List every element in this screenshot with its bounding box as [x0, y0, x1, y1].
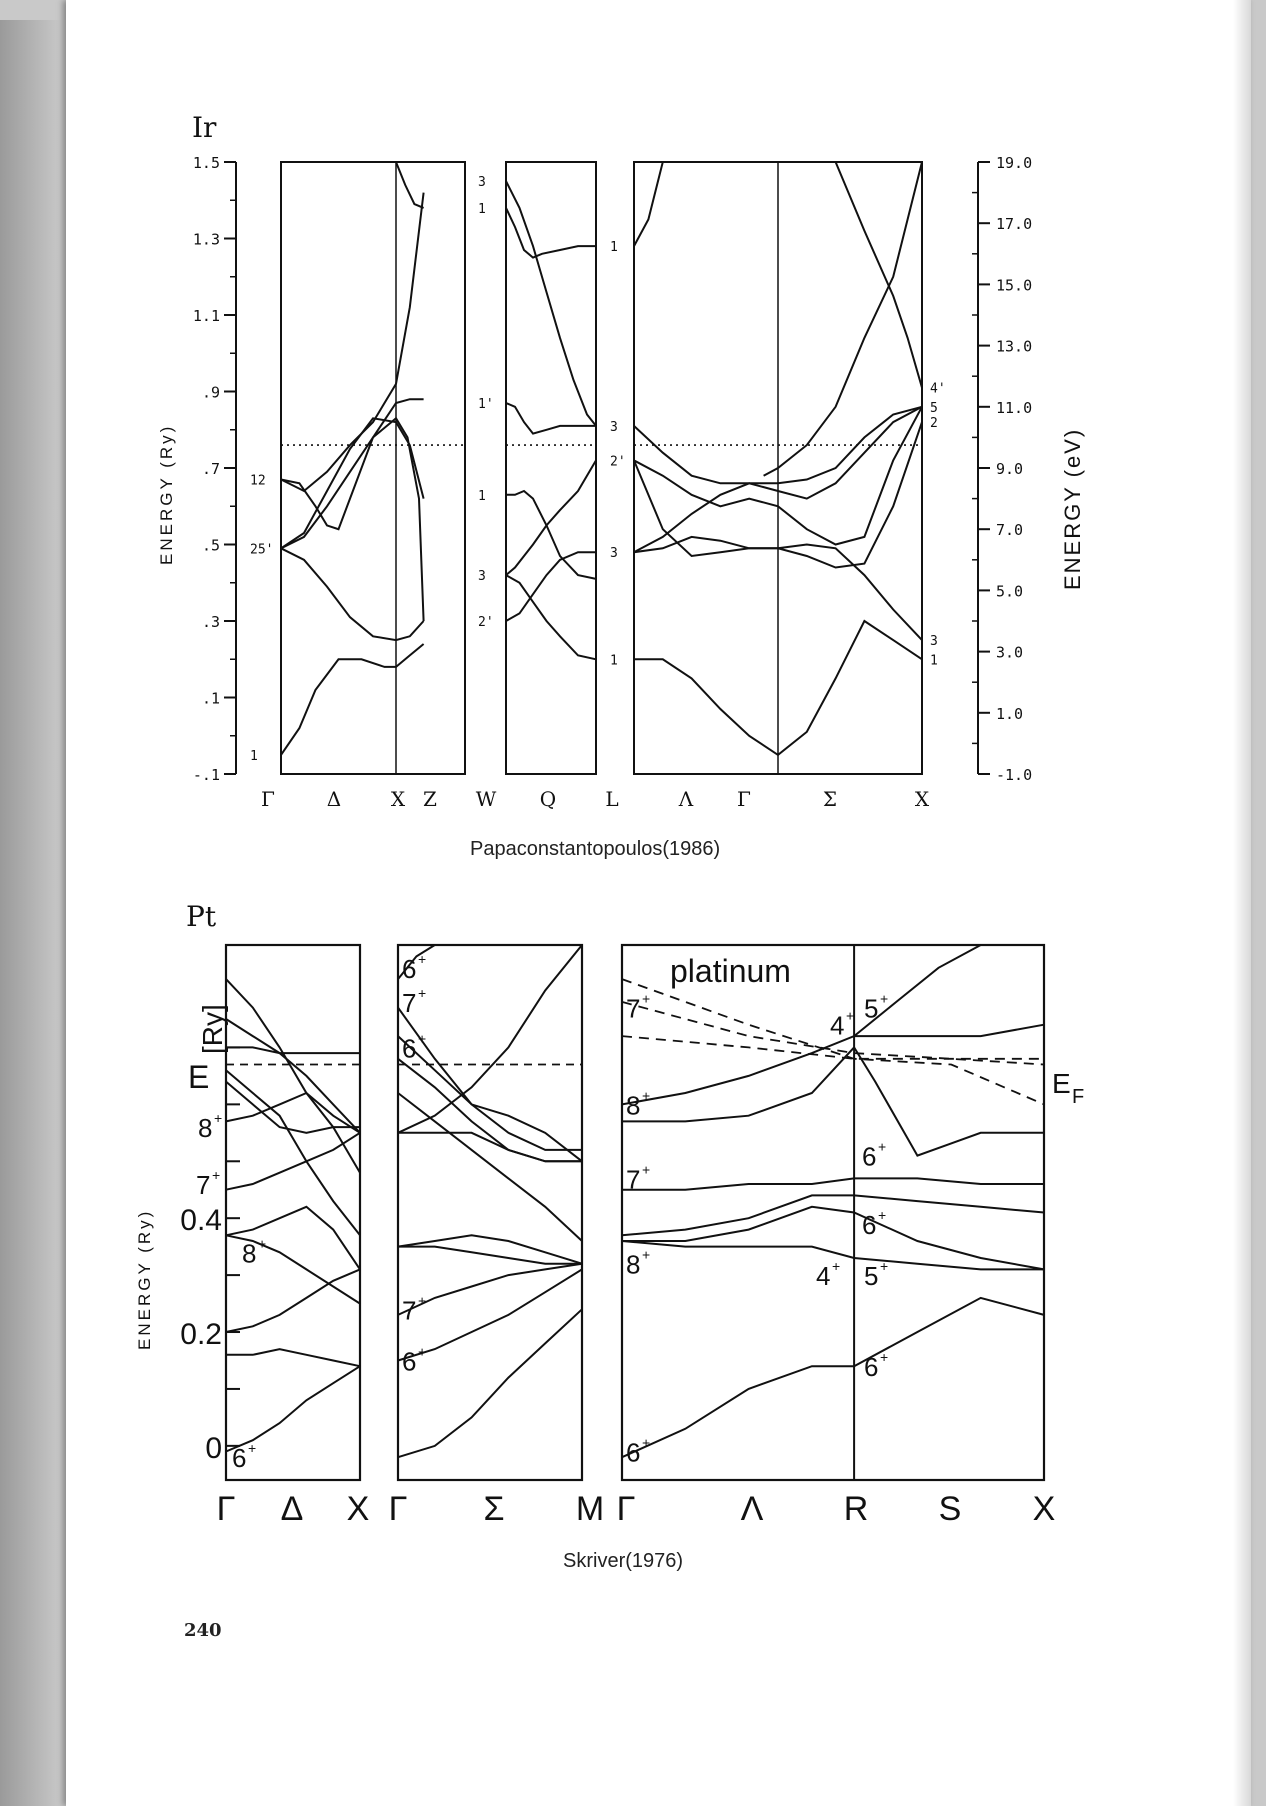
- pt-k-label: M: [575, 1490, 605, 1528]
- pt-symmetry-label-sign: +: [880, 1349, 889, 1366]
- ir-yaxis-left: [193, 154, 236, 784]
- pt-k-label: S: [938, 1490, 962, 1528]
- pt-k-label: Λ: [740, 1490, 764, 1528]
- pt-band-line: [622, 1195, 1044, 1235]
- ir-k-label: Γ: [737, 787, 751, 811]
- pt-band-line: [398, 1133, 582, 1162]
- pt-band-structure-chart: [0, 870, 1266, 1530]
- pt-symmetry-label: 6: [402, 1033, 417, 1064]
- ir-ytick-label-right: 17.0: [996, 215, 1033, 234]
- pt-k-labels: [217, 1490, 1056, 1528]
- ir-symmetry-label: 2: [930, 416, 938, 432]
- ir-ytick-label-left: 1.5: [192, 154, 220, 172]
- ir-symmetry-label: 1: [478, 488, 486, 504]
- pt-symmetry-label-sign: +: [878, 1206, 887, 1223]
- ir-k-label: W: [475, 787, 497, 811]
- pt-platinum-label: platinum: [670, 953, 791, 989]
- ir-ylabel-left: ENERGY (Ry): [157, 423, 176, 565]
- page-number: 240: [184, 1620, 222, 1641]
- ir-band-line: [396, 162, 424, 208]
- pt-symmetry-label: 5: [864, 1261, 879, 1292]
- ir-band-line: [281, 418, 424, 621]
- ir-ytick-label-right: 15.0: [996, 276, 1033, 295]
- ir-ytick-label-right: 13.0: [996, 337, 1033, 356]
- pt-title: Pt: [186, 900, 217, 933]
- pt-symmetry-label-sign: +: [642, 1161, 651, 1178]
- ir-symmetry-label: 3: [610, 546, 618, 562]
- ir-symmetry-label: 3: [610, 419, 618, 435]
- pt-dashed-bands: [622, 979, 1044, 1104]
- pt-symmetry-label: 4: [816, 1261, 831, 1292]
- ir-symmetry-label: 5: [930, 400, 938, 416]
- ir-band-line: [506, 403, 596, 434]
- pt-symmetry-label-sign: +: [880, 990, 889, 1007]
- pt-fermi-subscript: F: [1072, 1086, 1085, 1108]
- pt-caption: Skriver(1976): [563, 1550, 684, 1572]
- ir-symmetry-label: 1': [478, 396, 494, 412]
- ir-symmetry-label: 3: [478, 175, 486, 191]
- ir-yaxis-right: [972, 154, 1032, 784]
- ir-band-line: [506, 575, 596, 659]
- pt-ytick-label: 0.2: [180, 1318, 222, 1352]
- ir-ytick-label-right: 11.0: [996, 398, 1033, 417]
- ir-k-label: Γ: [261, 787, 275, 811]
- ir-bands: [281, 162, 922, 755]
- pt-symmetry-label-sign: +: [642, 1087, 651, 1104]
- pt-band-line: [398, 1093, 582, 1241]
- pt-k-label: Γ: [616, 1490, 636, 1528]
- ir-panel-frame: [506, 162, 596, 774]
- pt-symmetry-label-sign: +: [418, 1343, 427, 1360]
- ir-ytick-label-right: 3.0: [996, 643, 1024, 662]
- pt-fermi-e: E: [1052, 1068, 1071, 1099]
- pt-symmetry-label-sign: +: [878, 1138, 887, 1155]
- pt-dashed-band-line: [622, 979, 1044, 1104]
- pt-band-line: [226, 1070, 360, 1235]
- ir-ytick-label-right: 9.0: [996, 460, 1024, 478]
- pt-band-line: [398, 1309, 582, 1457]
- ir-ytick-label-left: -.1: [192, 766, 220, 784]
- ir-symmetry-label: 1: [930, 653, 938, 669]
- ir-symmetry-label: 1: [610, 653, 618, 669]
- pt-symmetry-label: 5: [864, 993, 879, 1024]
- pt-symmetry-labels: [196, 951, 888, 1473]
- ir-ytick-label-right: -1.0: [996, 766, 1033, 784]
- ir-ytick-label-left: .1: [201, 689, 220, 708]
- pt-band-line: [622, 1047, 1044, 1155]
- pt-symmetry-label-sign: +: [642, 1246, 651, 1263]
- pt-ytick-label: 0: [205, 1431, 222, 1465]
- ir-band-line: [764, 162, 922, 476]
- ir-ytick-label-left: .9: [201, 383, 220, 402]
- ir-band-line: [506, 491, 596, 579]
- pt-symmetry-label: 6: [402, 953, 417, 984]
- ir-ylabel-right: ENERGY (eV): [1060, 427, 1085, 590]
- ir-k-label: Δ: [326, 787, 342, 811]
- pt-ylabel: ENERGY (Ry): [135, 1208, 154, 1350]
- ir-k-label: Z: [423, 787, 437, 811]
- ir-k-label: L: [605, 787, 619, 811]
- ir-band-structure-chart: [0, 0, 1266, 830]
- pt-k-label: X: [346, 1490, 370, 1528]
- pt-k-label: Σ: [483, 1490, 505, 1528]
- pt-symmetry-label: 6: [862, 1209, 877, 1240]
- pt-symmetry-label-sign: +: [832, 1258, 841, 1275]
- pt-k-label: X: [1032, 1490, 1056, 1528]
- ir-ytick-label-right: 7.0: [996, 521, 1024, 540]
- ir-band-line: [281, 399, 424, 529]
- pt-k-label: Δ: [280, 1490, 304, 1528]
- pt-band-line: [622, 1298, 1044, 1457]
- ir-title: Ir: [192, 111, 217, 144]
- ir-symmetry-label: 1: [478, 201, 486, 217]
- pt-symmetry-label: 7: [626, 1164, 641, 1195]
- pt-band-line: [226, 1349, 360, 1366]
- ir-band-line: [281, 644, 424, 755]
- pt-symmetry-label-sign: +: [846, 1007, 855, 1024]
- ir-symmetry-label: 3: [478, 569, 486, 585]
- pt-symmetry-label: 7: [626, 993, 641, 1024]
- pt-band-line: [226, 1019, 360, 1133]
- ir-panel-frame: [281, 162, 465, 774]
- pt-symmetry-label-sign: +: [418, 1030, 427, 1047]
- ir-symmetry-label: 3: [930, 634, 938, 650]
- pt-symmetry-label-sign: +: [642, 990, 651, 1007]
- pt-symmetry-label: 7: [196, 1170, 211, 1201]
- ir-symmetry-label: 1: [610, 240, 618, 256]
- pt-band-line: [226, 979, 360, 1173]
- ir-symmetry-label: 2': [478, 615, 494, 630]
- pt-symmetry-label: 8: [242, 1238, 257, 1269]
- ir-band-line: [506, 208, 596, 258]
- pt-symmetry-label-sign: +: [212, 1167, 221, 1184]
- pt-symmetry-label: 6: [862, 1141, 877, 1172]
- pt-symmetry-label: 4: [830, 1010, 845, 1041]
- pt-fermi-label: [1052, 1068, 1084, 1108]
- pt-symmetry-label: 8: [626, 1090, 641, 1121]
- pt-symmetry-label-sign: +: [880, 1258, 889, 1275]
- ir-k-label: Λ: [678, 787, 694, 811]
- ir-ytick-label-left: 1.1: [192, 307, 220, 325]
- pt-k-label: Γ: [388, 1490, 408, 1528]
- pt-ytick-label: 0.4: [180, 1204, 222, 1238]
- pt-symmetry-label: 8: [626, 1249, 641, 1280]
- pt-band-line: [622, 1178, 1044, 1189]
- pt-symmetry-label: 7: [402, 1295, 417, 1326]
- ir-ytick-label-left: .7: [201, 460, 220, 478]
- ir-band-line: [506, 460, 596, 575]
- pt-symmetry-label-sign: +: [418, 984, 427, 1001]
- ir-ytick-label-right: 19.0: [996, 154, 1033, 172]
- pt-symmetry-label: 6: [864, 1352, 879, 1383]
- ir-k-label: X: [914, 787, 930, 811]
- ir-symmetry-label: 4': [930, 381, 946, 397]
- ir-symmetry-label: 2': [610, 454, 626, 470]
- pt-axis-e-label: E: [188, 1059, 210, 1095]
- pt-symmetry-label-sign: +: [418, 1292, 427, 1309]
- pt-symmetry-label-sign: +: [642, 1434, 651, 1451]
- pt-k-label: Γ: [216, 1490, 236, 1528]
- pt-symmetry-label: 7: [402, 987, 417, 1018]
- ir-panel-frames: [281, 162, 922, 774]
- ir-band-line: [281, 418, 424, 548]
- pt-symmetry-label: 8: [198, 1113, 213, 1144]
- ir-k-label: X: [390, 787, 406, 811]
- pt-symmetry-label-sign: +: [248, 1440, 257, 1457]
- pt-symmetry-label-sign: +: [258, 1235, 267, 1252]
- ir-ytick-label-left: .5: [201, 536, 220, 555]
- pt-band-line: [398, 1235, 582, 1263]
- pt-panel-frames: [226, 945, 1044, 1480]
- pt-band-line: [226, 1269, 360, 1332]
- ir-band-line: [836, 162, 922, 388]
- pt-symmetry-label: 6: [232, 1443, 247, 1474]
- ir-ytick-label-left: 1.3: [192, 230, 220, 249]
- pt-band-line: [226, 1047, 360, 1053]
- ir-caption: Papaconstantopoulos(1986): [470, 838, 721, 860]
- ir-symmetry-label: 25': [250, 542, 274, 558]
- pt-symmetry-label-sign: +: [418, 950, 427, 967]
- pt-symmetry-label: 6: [402, 1346, 417, 1377]
- pt-panel-frame: [398, 945, 582, 1480]
- pt-axis-ry-label: [Ry]: [197, 1004, 228, 1054]
- ir-symmetry-label: 1: [250, 748, 258, 764]
- ir-ytick-label-left: .3: [201, 613, 220, 631]
- ir-ytick-label-right: 5.0: [996, 582, 1024, 601]
- ir-ytick-label-right: 1.0: [996, 704, 1024, 723]
- ir-k-labels: [261, 787, 930, 811]
- ir-symmetry-label: 12: [250, 473, 266, 489]
- pt-yaxis: [180, 1047, 240, 1464]
- ir-band-line: [281, 548, 424, 640]
- ir-symmetry-labels: [250, 175, 946, 764]
- pt-symmetry-label-sign: +: [214, 1110, 223, 1127]
- pt-symmetry-label: 6: [626, 1437, 641, 1468]
- pt-band-line: [226, 1082, 360, 1133]
- pt-band-line: [226, 1366, 360, 1451]
- pt-k-label: R: [843, 1490, 869, 1528]
- ir-k-label: Σ: [822, 787, 838, 811]
- ir-band-line: [506, 181, 596, 426]
- pt-band-line: [226, 1133, 360, 1190]
- ir-k-label: Q: [539, 787, 557, 811]
